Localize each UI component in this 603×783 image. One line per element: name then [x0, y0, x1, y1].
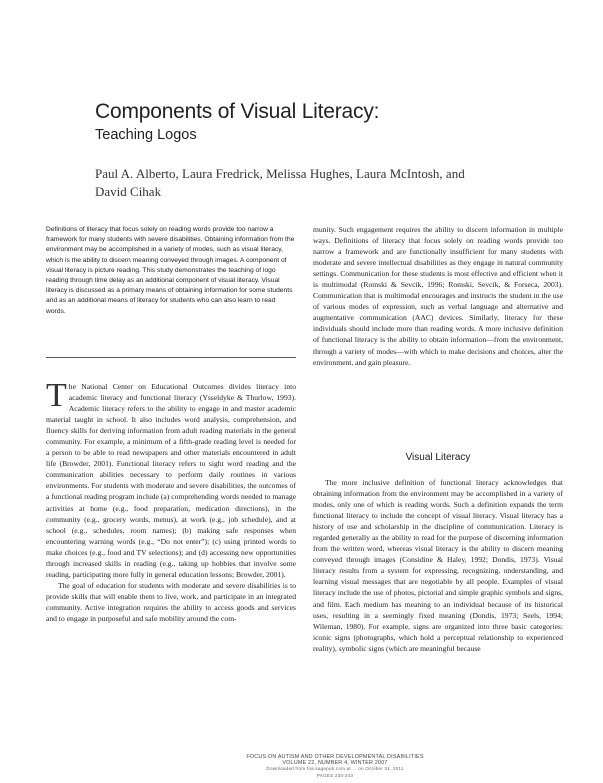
intro-paragraph [46, 377, 296, 580]
author-list: Paul A. Alberto, Laura Fredrick, Melissa Hughes, Laura McIntosh, and David Cihak [95, 166, 465, 199]
journal-name: FOCUS ON AUTISM AND OTHER DEVELOPMENTAL DISABILITIES [246, 754, 424, 760]
body-column-right-top [313, 224, 563, 368]
download-notice: Downloaded from foa.sagepub.com at ... on October 31, 2011 [266, 766, 404, 772]
body-paragraph: The more inclusive definition of functional literacy acknowledges that obtaining information from the environment may be accomplished in a variety of modes, only one of which is reading words. Such a definition expands the term functional literacy to include the concept of visual literacy. Visual literacy has a history of use and scholarship in the discipline of communication. Literacy is regarded generally as the ability to read for the purpose of discerning information from the written word, whereas visual literacy is the ability to discern meaning conveyed through images (Considine & Haley, 1992; Dondis, 1973). Visual literacy results from a system for expressing, recognizing, understanding, and learning visual messages that are negotiable by all people. Examples of visual literacy include the use of photos, pictorial and simple graphic symbols and signs, and film. Each medium has meaning to an individual because of its historical uses, resulting in a seemingly fixed meaning (Dondis, 1973; Seels, 1994; Wileman, 1980). For example, signs are organized into three basic categories: iconic signs (photographs, which hold a perceptual relationship to experienced reality), symbolic signs (which are meaningful because [313, 478, 563, 653]
section-heading: Visual Literacy [405, 452, 471, 463]
journal-footer [240, 754, 430, 779]
abstract: Definitions of literacy that focus solely on reading words provide too narrow a framework for many students with severe disabilities. Obtaining information from the environment may be accomplished in a variety of modes, such as visual literacy, which is the ability to discern meaning conveyed through images. A component of visual literacy is picture reading. This study demonstrates the teaching of logo reading through time delay as an additional component of visual literacy. Visual literacy is discussed as a primary means of obtaining information for some students and as an additional means of literacy for students who can also learn to read words. [46, 226, 295, 315]
journal-volume: VOLUME 22, NUMBER 4, WINTER 2007 [282, 760, 388, 767]
page-range: PAGES 234-243 [316, 772, 354, 778]
article-title: Components of Visual Literacy: [95, 100, 380, 123]
body-paragraph: The goal of education for students with moderate and severe disabilities is to provide skills that will enable them to live, work, and participate in an integrated community. Active integration requires the ability to access goods and services and to engage in purposeful and safe mobility around the com- [46, 580, 296, 623]
article-subtitle: Teaching Logos [95, 127, 197, 143]
drop-cap: T [46, 377, 67, 414]
body-paragraph: munity. Such engagement requires the ability to discern information in multiple ways. Definitions of literacy that focus solely on reading words provide too narrow a framework and are functionally insufficient for many students with moderate and severe intellectual disabilities as they engage in natural community settings. Communication for these students is most effective and efficient when it is multimodal (Romski & Sevcik, 1996; Romski, Sevcik, & Forseca, 2003). Communication that is multimodal encourages and instructs the student in the use of various modes of expression, such as verbal language and alternative and augmentative communication (AAC) devices. Similarly, literacy for these individuals should include more than reading words. A more inclusive definition of functional literacy is the ability to obtain information—from the environment, through a variety of modes—with which to make decisions and choices, alter the environment, and gain pleasure. [313, 225, 563, 367]
intro-paragraph-text: he National Center on Educational Outcomes divides literacy into academic literacy and functional literacy (Ysseldyke & Thurlow, 1993). Academic literacy refers to the ability to engage in and master academic material taught in school. It also includes word analysis, comprehension, and fluency skills for deriving information from adult reading materials in the general community. For example, a minimum of a fifth-grade reading level is needed for a person to be able to read newspapers and other materials encountered in adult life (Browder, 2001). Functional literacy refers to sight word reading and the communication abilities necessary to perform daily routines in various environments. For students with moderate and severe disabilities, the outcomes of a functional reading program include (a) comprehending words needed to manage activities at home (e.g., food preparation, medication directions), in the community (e.g., grocery words, menus), at work (e.g., job schedule), and at school (e.g., schedules, room names); (b) making safe responses when encountering warning words (e.g., “Do not enter”); (c) using printed words to make choices (e.g., food and TV selections); and (d) accessing new opportunities through increased skills in reading (e.g., taking up hobbies that involve some reading, participating more fully in general education lessons; Browder, 2001). [46, 382, 296, 579]
abstract-divider [46, 357, 296, 358]
body-column-left [46, 377, 296, 624]
body-column-right-bottom [313, 477, 563, 654]
